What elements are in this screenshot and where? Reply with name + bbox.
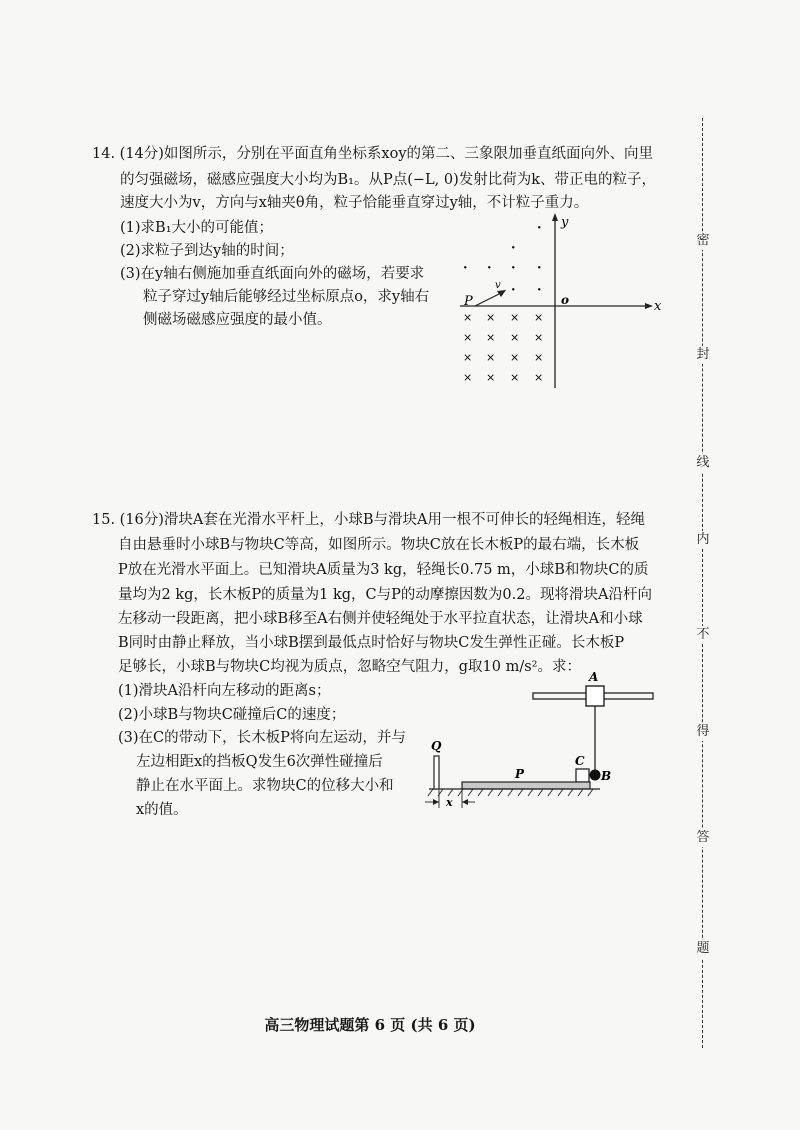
seal-char: 不	[694, 626, 712, 644]
dot: ·	[511, 261, 516, 276]
cross: ×	[463, 371, 473, 384]
q15-line-1: 15. (16分)滑块A套在光滑水平杆上，小球B与滑块A用一根不可伸长的轻绳相连，轻绳	[92, 512, 646, 528]
slider-A	[586, 686, 604, 706]
q15-line-7: 足够长，小球B与物块C均视为质点，忽略空气阻力，g取10 m/s²。求：	[118, 659, 581, 675]
seal-dashed-line	[702, 118, 703, 1048]
ball-B	[590, 770, 601, 781]
field-out-dots	[463, 221, 542, 298]
q14-sub-1: (1)求B₁大小的可能值；	[120, 220, 274, 236]
velocity-arrowhead-icon	[497, 290, 506, 297]
q14-sub-3-cont-2: 侧磁场磁感应强度的最小值。	[143, 312, 332, 328]
label-B: B	[601, 769, 612, 783]
seal-char: 密	[694, 232, 712, 250]
cross: ×	[463, 311, 473, 324]
q15-sub-3-cont-3: x的值。	[136, 802, 188, 818]
x-dim-arrow-left-icon	[433, 799, 439, 805]
cross: ×	[486, 351, 496, 364]
q15-line-3: P放在光滑水平面上。已知滑块A质量为3 kg，轻绳长0.75 m，小球B和物块C的质	[118, 562, 649, 578]
cross: ×	[486, 371, 496, 384]
label-P: P	[515, 767, 525, 781]
q15-sub-3-cont-2: 静止在水平面上。求物块C的位移大小和	[136, 778, 394, 794]
field-in-crosses	[463, 311, 543, 384]
velocity-arrow	[475, 292, 503, 306]
q15-line-4: 量均为2 kg，长木板P的质量为1 kg，C与P的动摩擦因数为0.2。现将滑块A沿杆向	[118, 587, 652, 603]
q14-sub-3: (3)在y轴右侧施加垂直纸面向外的磁场，若要求	[120, 266, 425, 282]
dot: ·	[511, 283, 516, 298]
page-footer: 高三物理试题第 6 页 (共 6 页)	[264, 1016, 476, 1034]
origin-label: o	[561, 293, 570, 307]
y-axis-label: y	[561, 215, 569, 230]
x-axis-label: x	[654, 299, 662, 314]
q14-sub-3-cont-1: 粒子穿过y轴后能够经过坐标原点o，求y轴右	[143, 289, 430, 305]
q15-figure	[425, 668, 665, 818]
q14-line-2: 的匀强磁场，磁感应强度大小均为B₁。从P点(−L, 0)发射比荷为k、带正电的粒子，	[120, 172, 657, 188]
dot: ·	[537, 283, 542, 298]
q15-sub-3: (3)在C的带动下，长木板P将向左运动，并与	[118, 730, 406, 746]
q15-line-5: 左移动一段距离，把小球B移至A右侧并使轻绳处于水平拉直状态，让滑块A和小球	[118, 611, 643, 627]
barrier-Q	[434, 756, 439, 789]
cross: ×	[534, 311, 544, 324]
cross: ×	[510, 311, 520, 324]
dot: ·	[537, 261, 542, 276]
cross: ×	[486, 331, 496, 344]
label-C: C	[575, 754, 585, 768]
q14-line-1: 14. (14分)如图所示，分别在平面直角坐标系xoy的第二、三象限加垂直纸面向外、向里	[92, 146, 654, 162]
cross: ×	[486, 311, 496, 324]
seal-char: 封	[694, 346, 712, 364]
cross: ×	[510, 351, 520, 364]
cross: ×	[534, 371, 544, 384]
label-Q: Q	[431, 739, 442, 753]
dot: ·	[463, 261, 468, 276]
x-dim-arrow-right-icon	[462, 799, 468, 805]
q15-sub-1: (1)滑块A沿杆向左移动的距离s；	[118, 683, 331, 699]
seal-char: 内	[694, 531, 712, 549]
q14-sub-2: (2)求粒子到达y轴的时间；	[120, 243, 294, 259]
q15-line-2: 自由悬垂时小球B与物块C等高，如图所示。物块C放在长木板P的最右端，长木板	[118, 537, 640, 553]
q15-sub-2: (2)小球B与物块C碰撞后C的速度；	[118, 707, 346, 723]
q15-line-6: B同时由静止释放，当小球B摆到最低点时恰好与物块C发生弹性正碰。长木板P	[118, 635, 625, 651]
dot: ·	[537, 221, 542, 236]
label-x: x	[446, 796, 453, 809]
cross: ×	[510, 331, 520, 344]
q14-figure	[455, 210, 670, 390]
seal-char: 线	[694, 454, 712, 472]
seal-char: 答	[694, 829, 712, 847]
cross: ×	[534, 351, 544, 364]
cross: ×	[463, 331, 473, 344]
ground-hatch	[428, 789, 593, 796]
x-axis-arrow-icon	[645, 303, 653, 309]
point-P-label: P	[464, 294, 473, 309]
board-P	[462, 782, 590, 789]
cross: ×	[510, 371, 520, 384]
block-C	[576, 769, 589, 782]
y-axis-arrow-icon	[552, 213, 558, 221]
seal-char: 得	[694, 723, 712, 741]
velocity-label: v	[495, 280, 501, 291]
seal-char: 题	[694, 940, 712, 958]
label-A: A	[589, 670, 599, 684]
cross: ×	[534, 331, 544, 344]
q15-sub-3-cont-1: 左边相距x的挡板Q发生6次弹性碰撞后	[136, 754, 383, 770]
dot: ·	[511, 241, 516, 256]
cross: ×	[463, 351, 473, 364]
q14-line-3: 速度大小为v，方向与x轴夹θ角，粒子恰能垂直穿过y轴，不计粒子重力。	[120, 195, 589, 211]
dot: ·	[487, 261, 492, 276]
